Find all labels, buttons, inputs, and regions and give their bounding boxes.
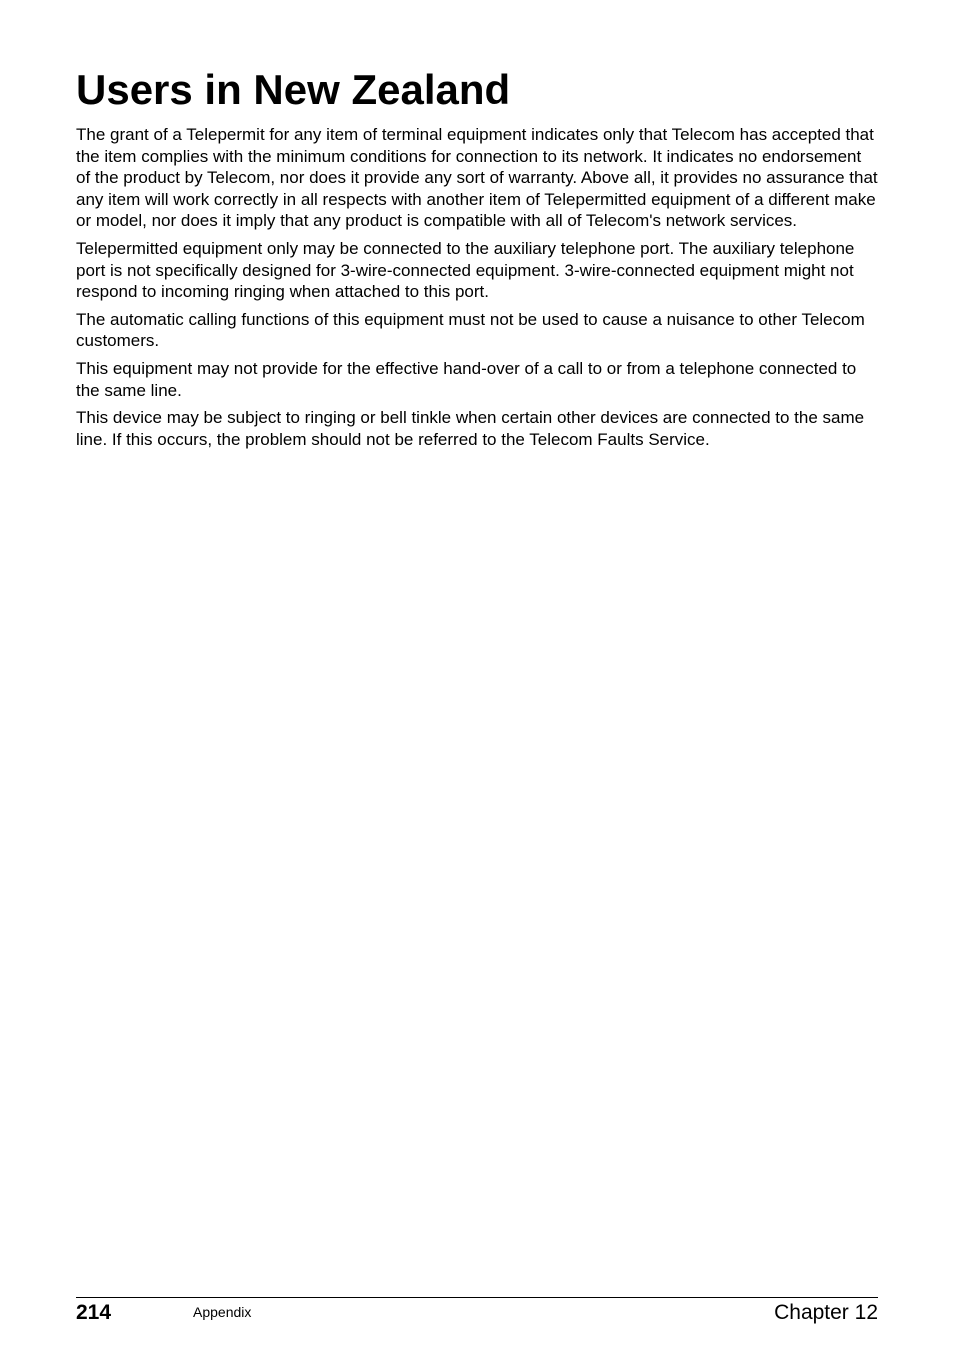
- paragraph-bell-tinkle: This device may be subject to ringing or bell tinkle when certain other devices are connected to the same line. If this occurs, the problem should not be referred to the Telecom Faults Service.: [76, 408, 865, 449]
- paragraph-auxiliary-port: Telepermitted equipment only may be connected to the auxiliary telephone port. The auxiliary telephone port is not specifically designed for 3-wire-connected equipment. 3-wire-connected equipment might not respond to incoming ringing when attached to this port.: [76, 238, 855, 302]
- footer-chapter-label: Chapter 12: [774, 1301, 878, 1324]
- paragraph-hand-over: This equipment may not provide for the effective hand-over of a call to or from a telephone connected to the same line.: [76, 358, 857, 400]
- footer-divider: [76, 1297, 878, 1298]
- paragraph-telepermit-grant: The grant of a Telepermit for any item of terminal equipment indicates only that Telecom has accepted that the item complies with the minimum conditions for connection to its network. It indicates no endorsement of the product by Telecom, nor does it provide any sort of warranty. Above all, it provides no assurance that any item will work correctly in all respects with another item of Telepermitted equipment of a different make or model, nor does it imply that any product is compatible with all of Telecom's network services.: [76, 125, 878, 231]
- paragraph-automatic-calling: The automatic calling functions of this equipment must not be used to cause a nuisance to other Telecom customers.: [76, 309, 865, 351]
- page-title: Users in New Zealand: [76, 66, 511, 113]
- page-number: 214: [76, 1301, 112, 1324]
- body-text: [76, 124, 878, 456]
- footer-section-name: Appendix: [193, 1304, 252, 1320]
